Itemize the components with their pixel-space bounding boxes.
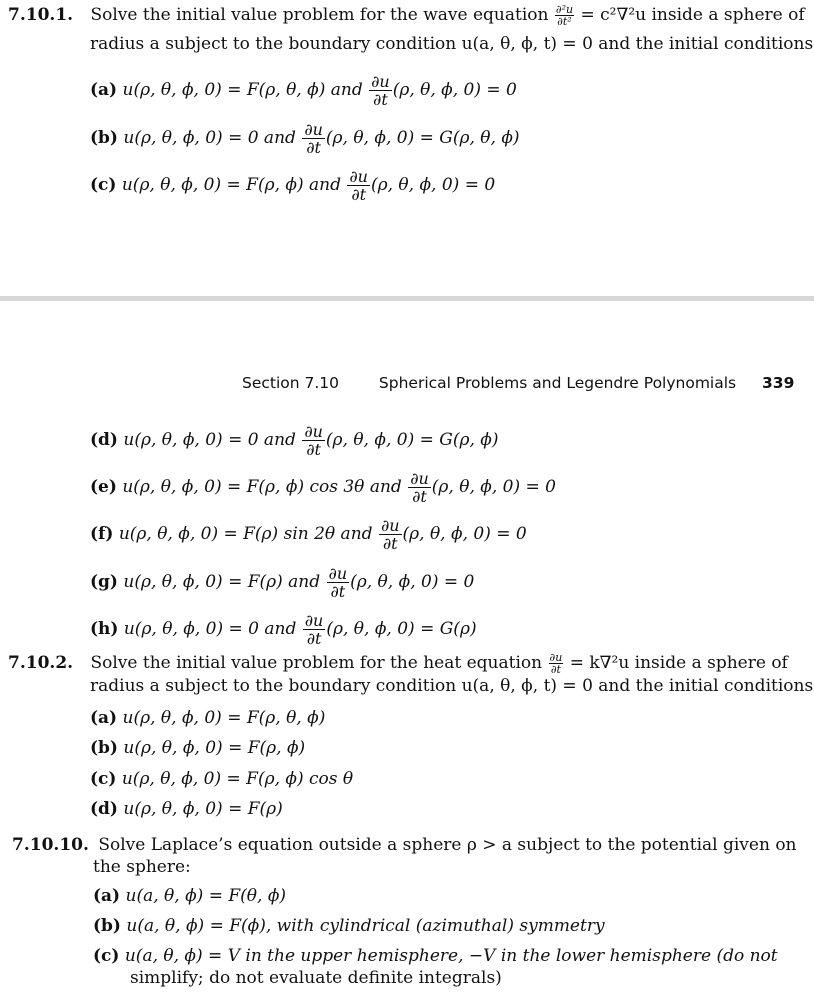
problem-text: Solve the initial value problem for the wave equation [90,5,549,25]
item-c-laplace-continued: simplify; do not evaluate definite integrals) [130,968,502,988]
item-c-heat: (c) u(ρ, θ, ϕ, 0) = F(ρ, ϕ) cos θ [90,769,354,789]
item-b-wave: (b) u(ρ, θ, ϕ, 0) = 0 and $\frac{\partial u}{\partial t}$ (ρ, θ, ϕ, 0) = G(ρ, θ, ϕ) [90,120,520,157]
problem-7-10-2-line2: radius a subject to the boundary condition u(a, θ, ϕ, t) = 0 and the initial conditions [90,676,814,696]
item-d-heat: (d) u(ρ, θ, ϕ, 0) = F(ρ) [90,799,283,819]
item-d-wave: (d) u(ρ, θ, ϕ, 0) = 0 and $\frac{\partial u}{\partial t}$ (ρ, θ, ϕ, 0) = G(ρ, ϕ) [90,422,499,459]
item-g-wave: (g) u(ρ, θ, ϕ, 0) = F(ρ) and $\frac{\partial u}{\partial t}$ (ρ, θ, ϕ, 0) = 0 [90,564,475,601]
wave-eq-fraction: $\frac{\text{∂²u}}{\text{∂t²}}$ [555,3,574,28]
heat-eq-fraction: $\frac{\partial u}{\partial t}$ [549,651,563,676]
item-c-laplace: (c) u(a, θ, ϕ) = V in the upper hemisphere, −V in the lower hemisphere (do not [93,946,778,966]
problem-text: = k∇²u inside a sphere of [569,653,788,673]
problem-7-10-1-line2: radius a subject to the boundary condition u(a, θ, ϕ, t) = 0 and the initial conditions [90,34,814,54]
problem-7-10-10-line1 [12,834,797,856]
item-a-laplace: (a) u(a, θ, ϕ) = F(θ, ϕ) [93,886,287,906]
item-c-wave: (c) u(ρ, θ, ϕ, 0) = F(ρ, ϕ) and $\frac{\partial u}{\partial t}$ (ρ, θ, ϕ, 0) = 0 [90,167,496,204]
item-h-wave: (h) u(ρ, θ, ϕ, 0) = 0 and $\frac{\partial u}{\partial t}$ (ρ, θ, ϕ, 0) = G(ρ) [90,611,477,648]
header-title: Spherical Problems and Legendre Polynomials [378,374,737,392]
header-section: Section 7.10 [242,374,340,392]
problem-text: = c²∇²u inside a sphere of [580,5,805,25]
item-e-wave: (e) u(ρ, θ, ϕ, 0) = F(ρ, ϕ) cos 3θ and $\frac{\partial u}{\partial t}$ (ρ, θ, ϕ, 0) = 0 [90,469,556,506]
problem-7-10-2-line1 [8,652,788,675]
problem-text: Solve Laplace’s equation outside a sphere ρ > a subject to the potential given on [98,835,797,855]
problem-text: Solve the initial value problem for the heat equation [90,653,543,673]
problem-number: 7.10.10. [12,835,89,855]
problem-7-10-1-line1 [8,4,805,27]
item-b-laplace: (b) u(a, θ, ϕ) = F(ϕ), with cylindrical (azimuthal) symmetry [93,916,605,936]
problem-number: 7.10.1. [8,5,74,25]
page-divider [0,296,814,301]
item-a-wave: (a) u(ρ, θ, ϕ, 0) = F(ρ, θ, ϕ) and $\frac{\partial u}{\partial t}$ (ρ, θ, ϕ, 0) = 0 [90,72,517,109]
running-header [242,374,794,392]
item-b-heat: (b) u(ρ, θ, ϕ, 0) = F(ρ, ϕ) [90,738,306,758]
item-f-wave: (f) u(ρ, θ, ϕ, 0) = F(ρ) sin 2θ and $\frac{\partial u}{\partial t}$ (ρ, θ, ϕ, 0) = 0 [90,516,527,553]
item-a-heat: (a) u(ρ, θ, ϕ, 0) = F(ρ, θ, ϕ) [90,708,326,728]
problem-number: 7.10.2. [8,653,74,673]
page-number: 339 [762,374,795,392]
problem-7-10-10-line2: the sphere: [93,857,191,877]
